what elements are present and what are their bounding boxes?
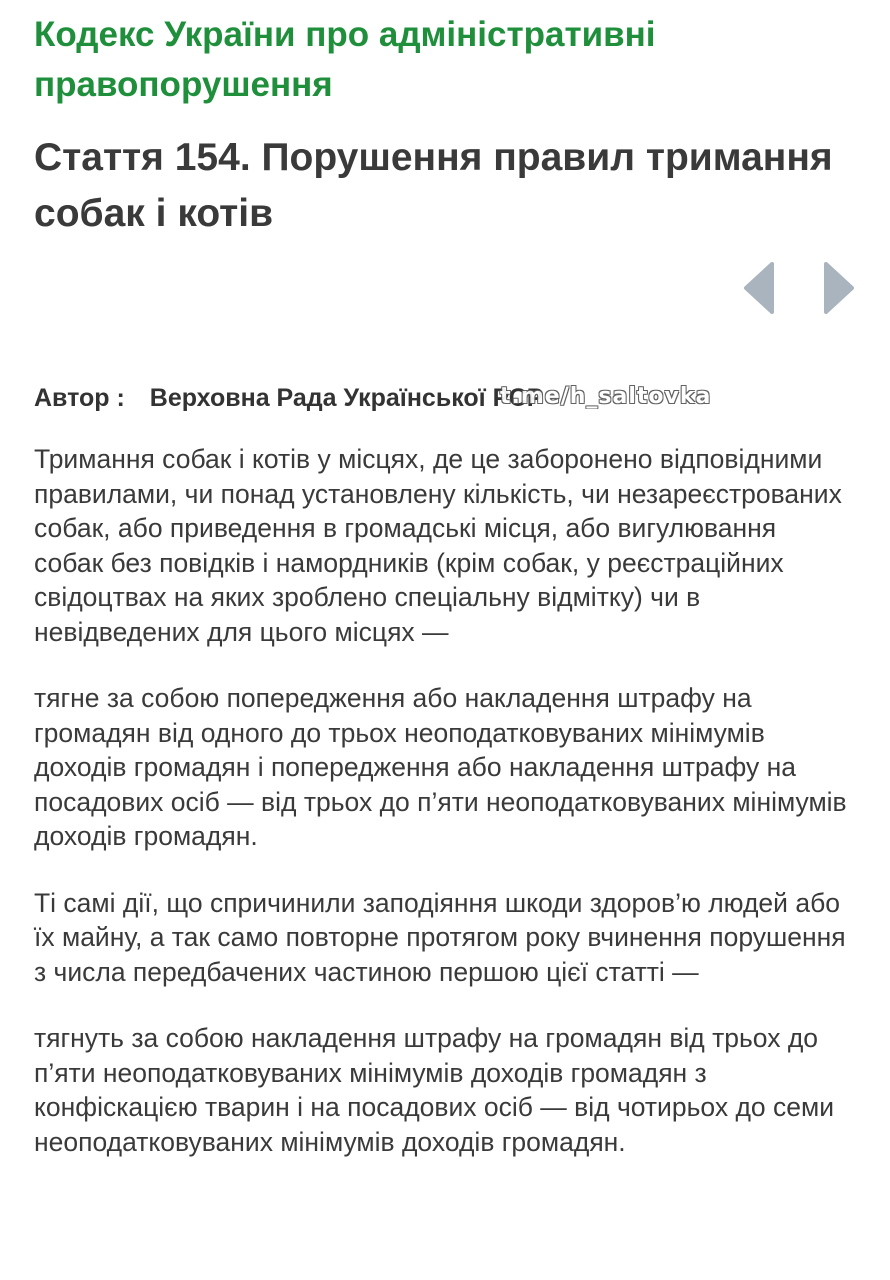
article-body: [34, 442, 850, 1191]
article-paragraph: Тримання собак і котів у місцях, де це заборонено відповідними правилами, чи понад установлену кількість, чи незареєстрованих собак, або приведення в громадські місця, або вигулювання собак без повідків і намордників (крім собак, у реєстраційних свідоцтвах на яких зроблено спеціальну відмітку) чи в невідведених для цього місцях —: [34, 444, 842, 647]
chevron-left-icon: [742, 262, 778, 314]
author-label: Автор :: [34, 384, 125, 412]
author-value: Верховна Рада Української РСР: [149, 384, 544, 412]
article-title: Стаття 154. Порушення правил тримання собак і котів: [34, 136, 833, 235]
author-line: [34, 380, 854, 416]
code-title[interactable]: Кодекс України про адміністративні правопорушення: [34, 15, 656, 104]
article-paragraph: тягнуть за собою накладення штрафу на громадян від трьох до п’яти неоподатковуваних мінімумів доходів громадян з конфіскацією тварин і на посадових осіб — від чотирьох до семи неоподатковуваних мінімумів доходів громадян.: [34, 1023, 835, 1157]
next-article-button[interactable]: [820, 262, 856, 314]
article-navigation: [742, 262, 862, 314]
article-paragraph: Ті самі дії, що спричинили заподіяння шкоди здоров’ю людей або їх майну, а так само повторне протягом року вчинення порушення з числа передбачених частиною першою цієї статті —: [34, 887, 846, 987]
watermark: t.me/h_saltovka: [500, 384, 712, 409]
article-paragraph: тягне за собою попередження або накладення штрафу на громадян від одного до трьох неоподатковуваних мінімумів доходів громадян і попередження або накладення штрафу на посадових осіб — від трьох до п’яти неоподатковуваних мінімумів доходів громадян.: [34, 683, 847, 851]
previous-article-button[interactable]: [742, 262, 778, 314]
chevron-right-icon: [820, 262, 856, 314]
